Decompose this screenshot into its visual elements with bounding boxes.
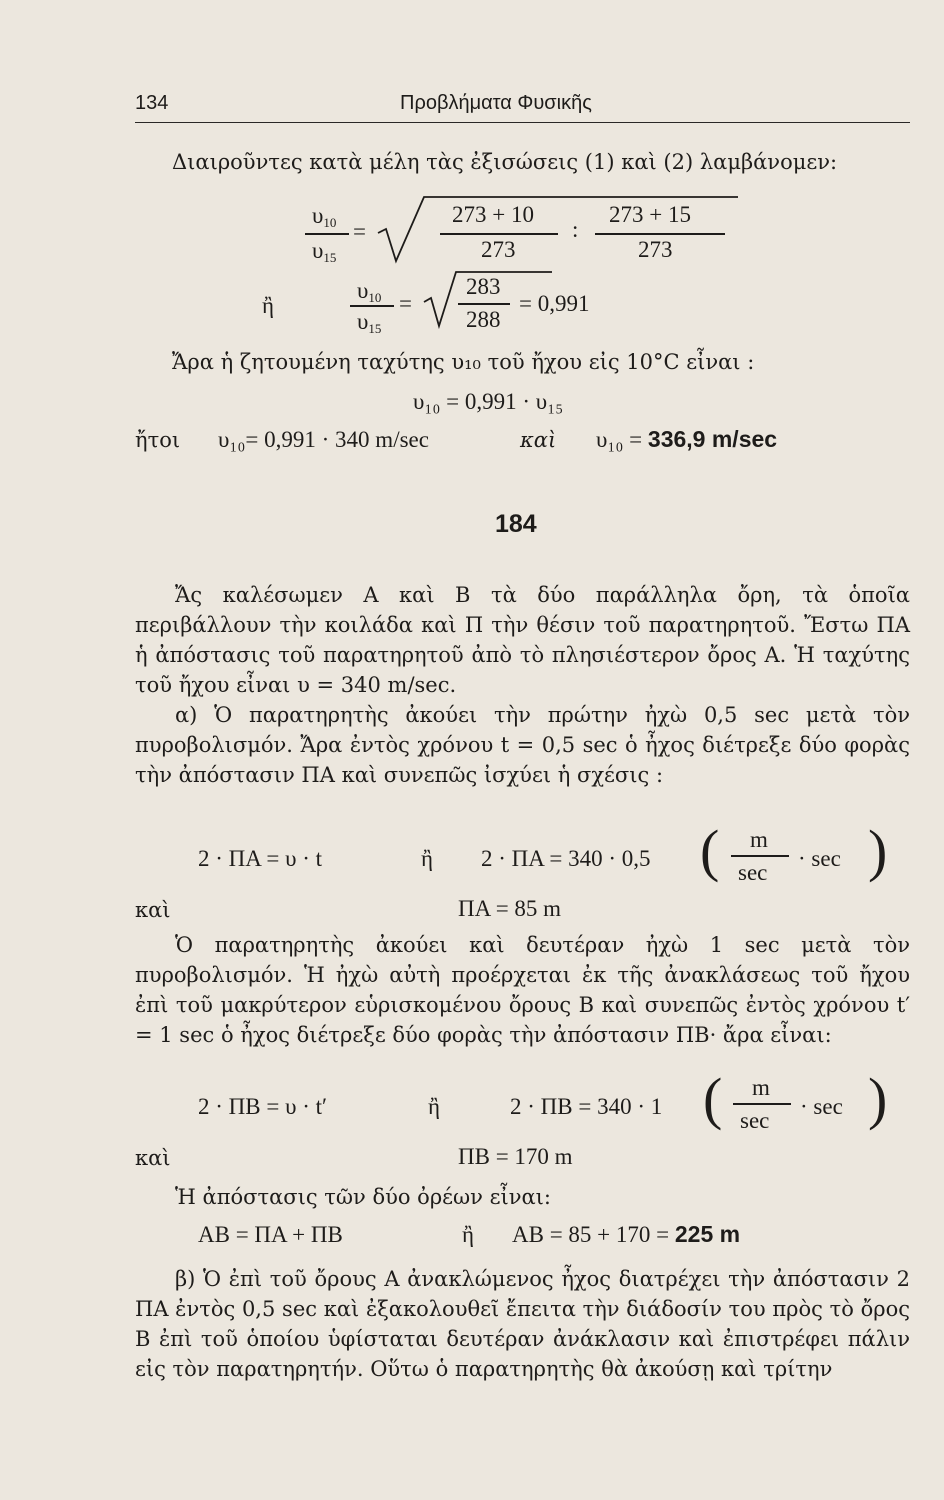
eq2-numerator: 283 xyxy=(466,274,501,299)
distance-intro-line: Ἡ ἀπόστασις τῶν δύο ὀρέων εἶναι: xyxy=(175,1185,551,1209)
eq1-lhs-denominator: $\upsilon_{15}$ xyxy=(312,238,337,265)
problem-text xyxy=(135,580,910,790)
paragraph-part-b: β) Ὁ ἐπὶ τοῦ ὄρους Α ἀνακλώμενος ἦχος διατρέχει τὴν ἀπόστασιν 2 ΠΑ ἐντὸς 0,5 sec καὶ ἐξακολουθεῖ ἔπειτα τὴν διάδοσίν του πρὸς τὸ ὄρος Β ἐπὶ τοῦ ὁποίου ὑφίσταται δευτέραν ἀνάκλασιν καὶ ἐπιστρέφει πάλιν εἰς τὸν παρατηρητήν. Οὕτω ὁ παρατηρητὴς θὰ ἀκούσῃ καὶ τρίτην xyxy=(135,1267,910,1381)
eq8-text: ΠΒ = 170 m xyxy=(458,1144,573,1169)
eq4-right: υ₁₀ = 336,9 m/sec xyxy=(596,426,778,452)
running-title: Προβλήματα Φυσικῆς xyxy=(400,92,592,114)
eq7-frac-denominator: sec xyxy=(740,1108,770,1133)
eq1-lhs-numerator: $\upsilon_{10}$ xyxy=(312,203,337,230)
eq9-or: ἢ xyxy=(462,1222,475,1247)
paragraph-second-echo: Ὁ παρατηρητὴς ἀκούει καὶ δευτέραν ἠχὼ 1 sec μετὰ τὸν πυροβολισμόν. Ἡ ἠχὼ αὐτὴ προέρχεται ἐκ τῆς ἀνακλάσεως τοῦ ἤχου ἐπὶ τοῦ μακρύτερον εὑρισκομένου ὄρους Β καὶ συνεπῶς ἐντὸς χρόνου t′ = 1 sec ὁ ἦχος διέτρεξε δύο φορὰς τὴν ἀπόστασιν ΠΒ· ἄρα εἶναι: xyxy=(135,933,910,1047)
eq1-equals: = xyxy=(353,219,366,244)
eq2-result: = 0,991 xyxy=(519,291,590,316)
eq9-right: ΑΒ = 85 + 170 = 225 m xyxy=(512,1221,741,1247)
eq2-denominator: 288 xyxy=(466,307,501,332)
paragraph-first-echo: α) Ὁ παρατηρητὴς ἀκούει τὴν πρώτην ἠχὼ 0,5 sec μετὰ τὸν πυροβολισμόν. Ἄρα ἐντὸς χρόνου t = 0,5 sec ὁ ἦχος διέτρεξε δύο φορὰς τὴν ἀπόστασιν ΠΑ καὶ συνεπῶς ἰσχύει ἡ σχέσις : xyxy=(135,703,910,787)
paren-open-icon: ( xyxy=(700,818,720,883)
speed-intro-line: Ἄρα ἡ ζητουμένη ταχύτης υ₁₀ τοῦ ἤχου εἰς 10°C εἶναι : xyxy=(172,350,755,374)
eq8-kai: καὶ xyxy=(135,1146,171,1170)
eq6-kai: καὶ xyxy=(135,898,171,922)
running-header xyxy=(135,88,910,123)
eq5-mid: 2 · ΠΑ = 340 · 0,5 xyxy=(481,846,651,871)
eq7-tail: · sec xyxy=(800,1094,843,1119)
paragraph-mountains: Ἄς καλέσωμεν Α καὶ Β τὰ δύο παράλληλα ὄρη, τὰ ὁποῖα περιβάλλουν τὴν κοιλάδα καὶ Π τὴν θέσιν τοῦ παρατηρητοῦ. Ἔστω ΠΑ ἡ ἀπόστασις τοῦ παρατηρητοῦ ἀπὸ τὸ πλησιέστερον ὄρος Α. Ἡ ταχύτης τοῦ ἤχου εἶναι υ = 340 m/sec. xyxy=(135,583,910,697)
eq2-or: ἢ xyxy=(262,293,275,318)
eq5-tail: · sec xyxy=(798,846,841,871)
eq9-left: ΑΒ = ΠΑ + ΠΒ xyxy=(198,1222,343,1247)
eq7-left: 2 · ΠΒ = υ · t′ xyxy=(198,1094,328,1119)
intro-line: Διαιροῦντες κατὰ μέλη τὰς ἐξισώσεις (1) καὶ (2) λαμβάνομεν: xyxy=(172,150,838,174)
eq3-line: υ₁₀ = 0,991 · υ₁₅ xyxy=(413,389,564,414)
eq1-frac1-denominator: 273 xyxy=(481,237,516,262)
eq5-left: 2 · ΠΑ = υ · t xyxy=(198,846,323,871)
paren-open-icon: ( xyxy=(703,1066,723,1131)
eq1-frac1-numerator: 273 + 10 xyxy=(452,202,534,227)
eq4-kai: καὶ xyxy=(520,428,557,452)
eq7-frac-numerator: m xyxy=(752,1075,770,1100)
eq5-frac-denominator: sec xyxy=(738,860,768,885)
eq7-or: ἢ xyxy=(428,1094,441,1119)
eq4-hetoi: ἤτοι xyxy=(135,428,181,452)
eq5-frac-numerator: m xyxy=(750,827,768,852)
eq1-frac2-numerator: 273 + 15 xyxy=(609,202,691,227)
eq2-lhs-denominator: $\upsilon_{15}$ xyxy=(357,309,382,336)
eq1-frac2-denominator: 273 xyxy=(638,237,673,262)
paren-close-icon: ) xyxy=(868,818,888,883)
page-number: 134 xyxy=(135,92,169,114)
eq2-equals: = xyxy=(399,291,412,316)
eq5-or: ἢ xyxy=(421,846,434,871)
eq1-colon: : xyxy=(572,217,579,242)
section-number: 184 xyxy=(495,510,537,538)
eq2-lhs-numerator: $\upsilon_{10}$ xyxy=(357,278,382,305)
eq7-mid: 2 · ΠΒ = 340 · 1 xyxy=(510,1094,663,1119)
eq6-text: ΠΑ = 85 m xyxy=(458,896,562,921)
paren-close-icon: ) xyxy=(868,1066,888,1131)
eq4-left: υ₁₀= 0,991 · 340 m/sec xyxy=(218,427,429,452)
